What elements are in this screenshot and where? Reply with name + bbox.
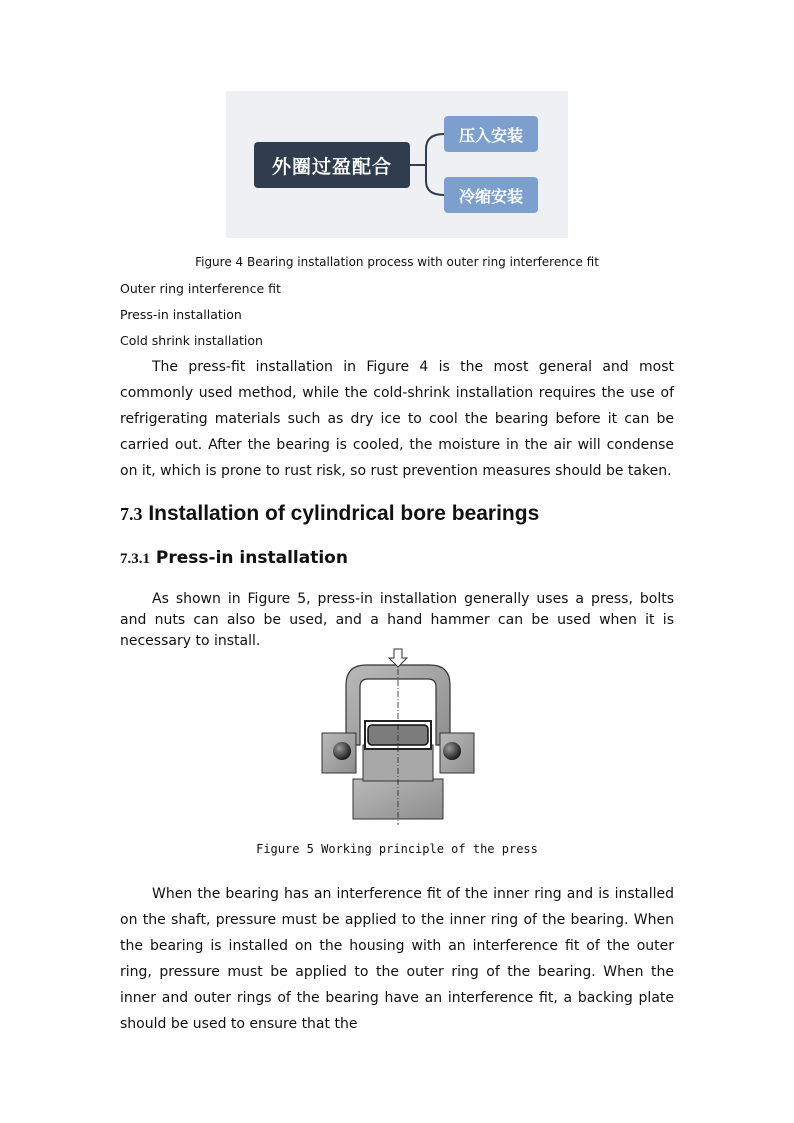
figure-4-mind-map xyxy=(226,91,568,238)
translation-line-3: Cold shrink installation xyxy=(120,333,263,348)
subsection-heading xyxy=(120,548,348,568)
mind-map-child-node-cold-shrink: 冷缩安装 xyxy=(444,177,538,213)
paragraph-3 xyxy=(120,881,674,1037)
subsection-title: Press-in installation xyxy=(155,548,348,568)
paragraph-2-text: As shown in Figure 5, press-in installation generally uses a press, bolts and nuts can also be used, and a hand hammer can be used when it is necessary to install. xyxy=(120,591,674,649)
paragraph-3-text: When the bearing has an interference fit of the inner ring and is installed on the shaft, pressure must be applied to the inner ring of the bearing. When the bearing is installed on the housing with an interference fit of the outer ring, pressure must be applied to the outer ring of the bearing. When the inner and outer rings of the bearing have an interference fit, a backing plate should be used to ensure that the xyxy=(120,886,674,1032)
right-ball xyxy=(443,742,461,760)
paragraph-1-text: The press-fit installation in Figure 4 is the most general and most commonly used method, while the cold-shrink installation requires the use of refrigerating materials such as dry ice to cool the bearing before it can be carried out. After the bearing is cooled, the moisture in the air will condense on it, which is prone to rust risk, so rust prevention measures should be taken. xyxy=(120,359,674,479)
paragraph-1 xyxy=(120,354,674,484)
section-title: Installation of cylindrical bore bearings xyxy=(148,502,540,525)
figure-4-caption: Figure 4 Bearing installation process with outer ring interference fit xyxy=(195,255,599,269)
figure-5-caption: Figure 5 Working principle of the press xyxy=(256,842,538,856)
translation-line-1: Outer ring interference fit xyxy=(120,281,281,296)
section-number: 7.3 xyxy=(120,504,143,524)
subsection-number: 7.3.1 xyxy=(120,551,150,567)
paragraph-2 xyxy=(120,589,674,652)
mind-map-root-node: 外圈过盈配合 xyxy=(254,142,410,188)
mind-map-child-node-press-in: 压入安装 xyxy=(444,116,538,152)
left-ball xyxy=(333,742,351,760)
translation-line-2: Press-in installation xyxy=(120,307,242,322)
section-heading xyxy=(120,502,539,526)
press-force-arrow-icon xyxy=(389,649,407,667)
figure-5-press-diagram xyxy=(318,645,488,827)
